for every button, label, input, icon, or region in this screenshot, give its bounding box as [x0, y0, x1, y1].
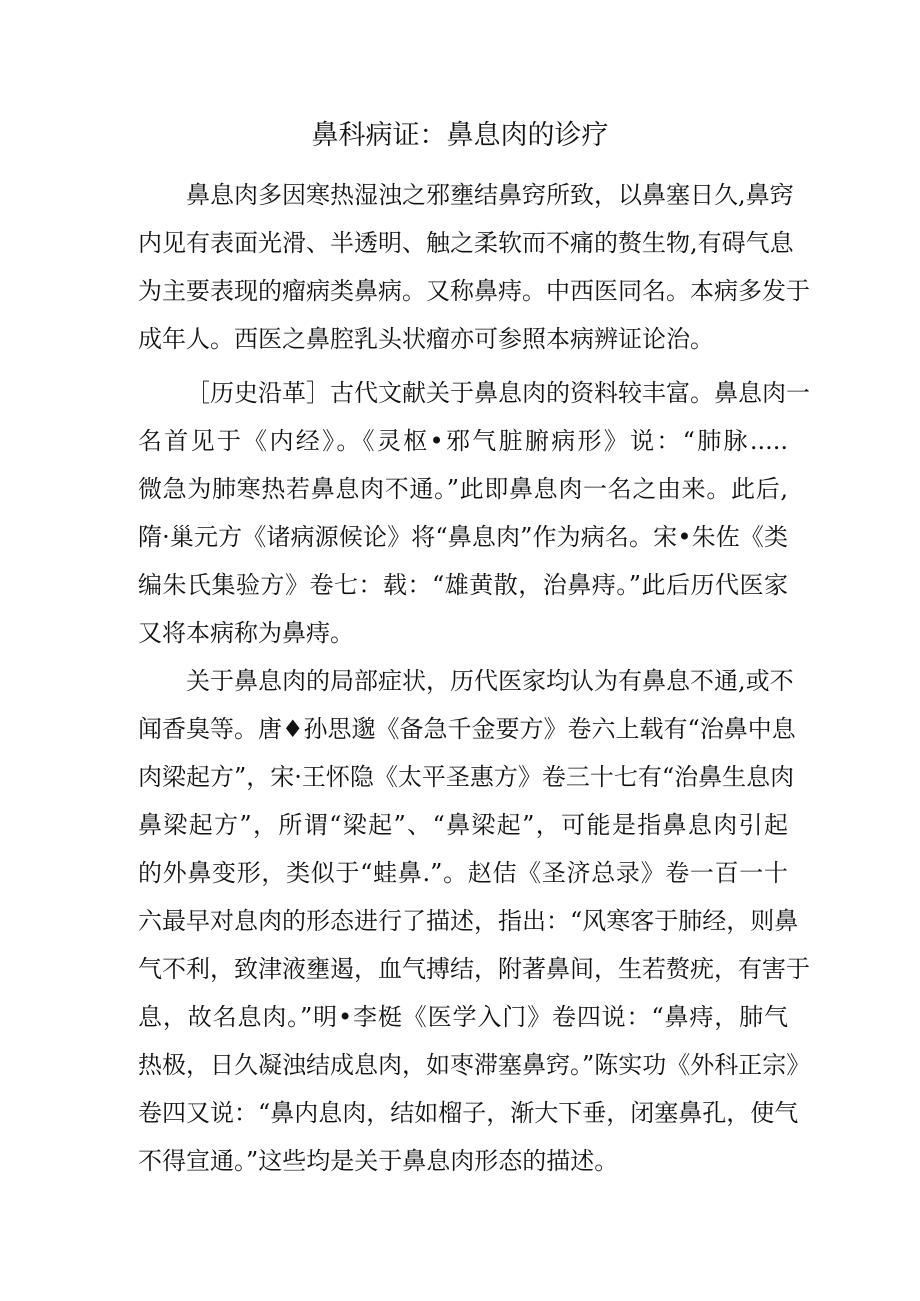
text-line: 肉梁起方”，宋·王怀隐《太平圣惠方》卷三十七有“治鼻生息肉: [138, 763, 795, 791]
text-line: 隋·巢元方《诸病源候论》将“鼻息肉”作为病名。宋•朱佐《类: [138, 523, 788, 551]
text-line: 的外鼻变形，类似于“蛙鼻.”。赵佶《圣济总录》卷一百一十: [138, 859, 788, 887]
text-line: 卷四又说：“鼻内息肉，结如榴子，渐大下垂，闭塞鼻孔，使气: [138, 1099, 799, 1127]
text-line: 鼻息肉多因寒热湿浊之邪壅结鼻窍所致，以鼻塞日久,鼻窍: [186, 181, 794, 209]
text-line: 微急为肺寒热若鼻息肉不通。”此即鼻息肉一名之由来。此后,: [138, 475, 788, 503]
text-line: 编朱氏集验方》卷七：载：“雄黄散，治鼻痔。”此后历代医家: [138, 571, 788, 599]
text-line: 成年人。西医之鼻腔乳头状瘤亦可参照本病辨证论治。: [138, 325, 714, 353]
document-title: 鼻科病证：鼻息肉的诊疗: [311, 120, 609, 151]
text-line: 热极，日久凝浊结成息肉，如枣滞塞鼻窍。”陈实功《外科正宗》: [138, 1051, 811, 1079]
text-line: 六最早对息肉的形态进行了描述，指出：“风寒客于肺经，则鼻: [138, 907, 799, 935]
text-line: 息，故名息肉。”明•李梃《医学入门》卷四说：“鼻痔，肺气: [138, 1003, 788, 1031]
text-line: 关于鼻息肉的局部症状，历代医家均认为有鼻息不通,或不: [186, 667, 794, 695]
text-line: 为主要表现的瘤病类鼻病。又称鼻痔。中西医同名。本病多发于: [138, 277, 810, 305]
text-line: 不得宣通。”这些均是关于鼻息肉形态的描述。: [138, 1147, 619, 1175]
text-line: 名首见于《内经》。《灵枢•邪气脏腑病形》说：“肺脉.....: [138, 427, 788, 455]
text-line: 闻香臭等。唐♦孙思邈《备急千金要方》卷六上载有“治鼻中息: [138, 715, 796, 743]
text-line: 内见有表面光滑、半透明、触之柔软而不痛的赘生物,有碍气息: [138, 229, 794, 257]
text-line: 鼻梁起方”，所谓“梁起”、“鼻梁起”，可能是指鼻息肉引起: [138, 811, 788, 839]
text-line: 气不利，致津液壅遏，血气搏结，附著鼻间，生若赘疣，有害于: [138, 955, 810, 983]
text-line: 又将本病称为鼻痔。: [138, 619, 354, 647]
text-line: ［历史沿革］古代文献关于鼻息肉的资料较丰富。鼻息肉一: [186, 379, 810, 407]
